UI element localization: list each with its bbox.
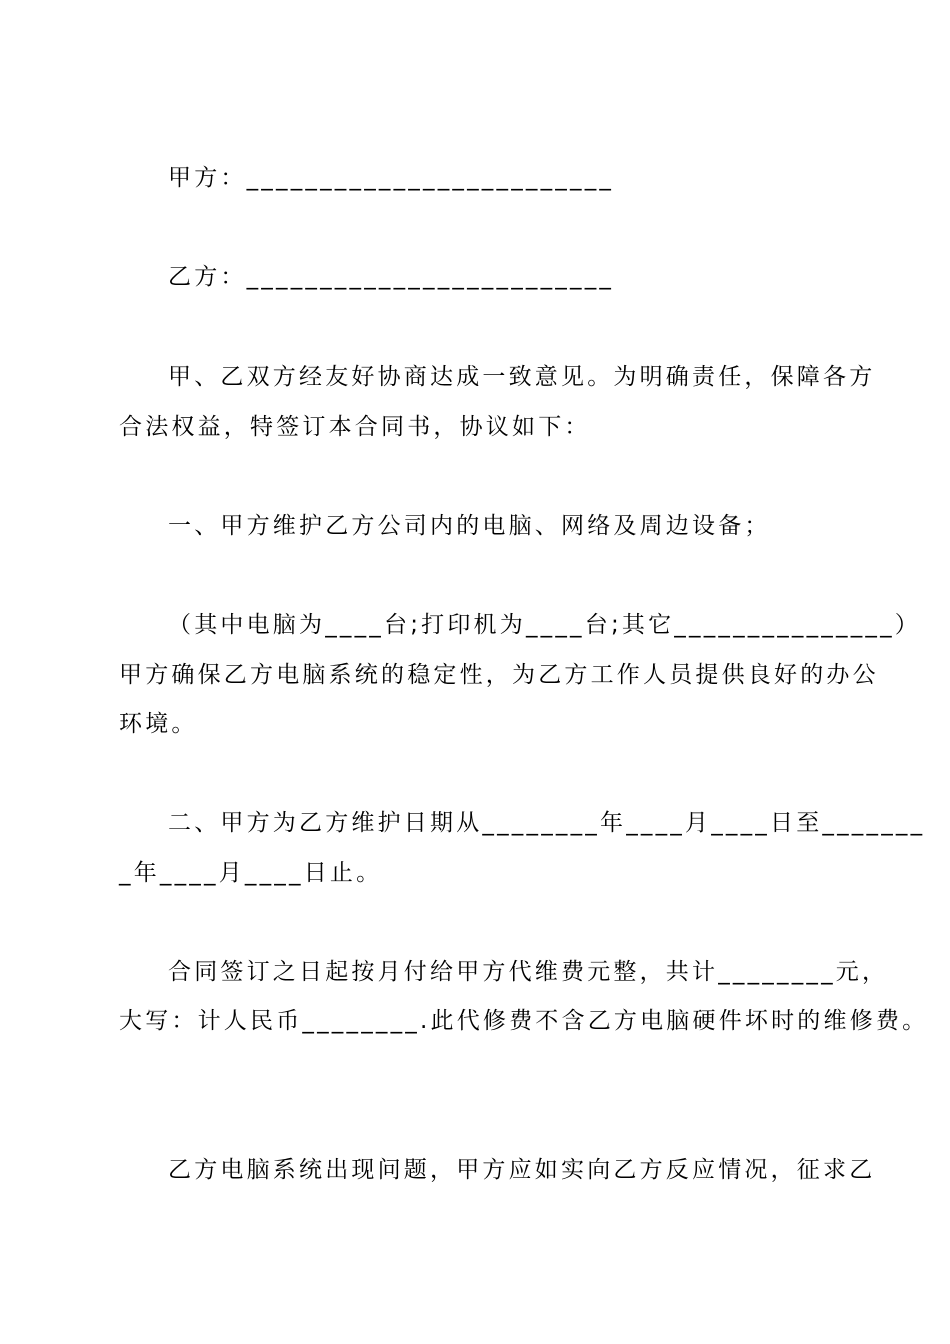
payment-line-1: 合同签订之日起按月付给甲方代维费元整，共计________元，: [168, 959, 889, 985]
equipment-count-line: （其中电脑为____台;打印机为____台;其它_______________）: [168, 612, 921, 638]
intro-paragraph-line-2: 合法权益，特签订本合同书，协议如下：: [119, 414, 591, 440]
party-b-line: 乙方：_________________________: [168, 264, 615, 290]
party-a-line: 甲方：_________________________: [168, 165, 615, 191]
clause-one-line: 一、甲方维护乙方公司内的电脑、网络及周边设备；: [168, 513, 771, 539]
stability-line-2: 环境。: [119, 711, 198, 737]
clause-two-line-2: _年____月____日止。: [119, 860, 383, 886]
stability-line-1: 甲方确保乙方电脑系统的稳定性，为乙方工作人员提供良好的办公: [119, 662, 879, 688]
intro-paragraph-line-1: 甲、乙双方经友好协商达成一致意见。为明确责任，保障各方: [168, 364, 876, 390]
issue-line: 乙方电脑系统出现问题，甲方应如实向乙方反应情况，征求乙: [168, 1157, 876, 1183]
clause-two-line-1: 二、甲方为乙方维护日期从________年____月____日至_______: [168, 810, 926, 836]
payment-line-2: 大写：计人民币________.此代修费不含乙方电脑硬件坏时的维修费。: [119, 1008, 929, 1034]
